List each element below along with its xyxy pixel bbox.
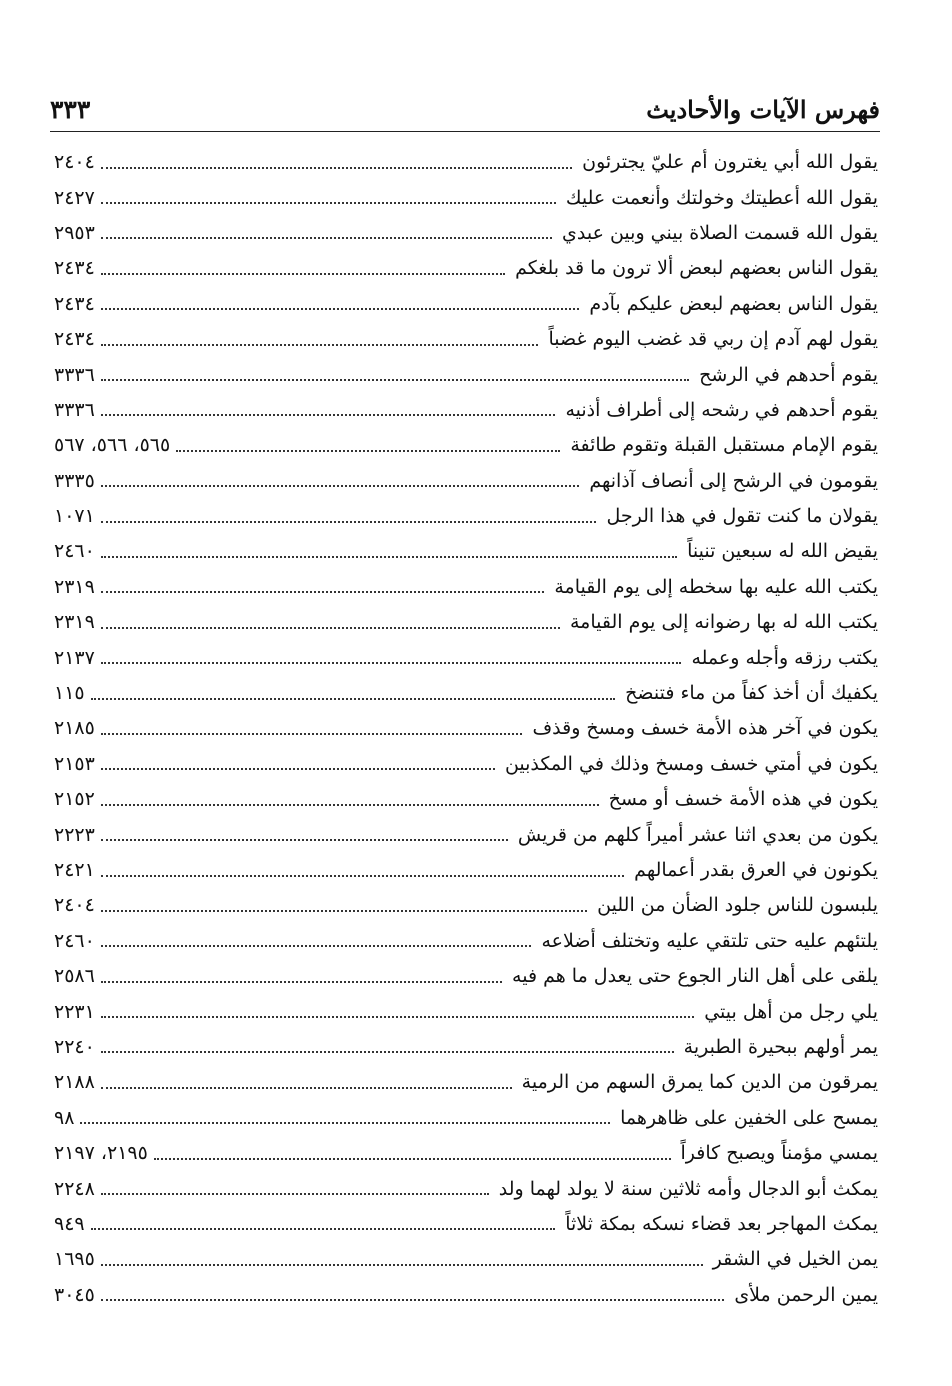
index-entry xyxy=(54,605,878,640)
entry-reference-number: ٢٢٢٣ xyxy=(54,823,95,846)
entry-reference-number: ٢٤٠٤ xyxy=(54,894,95,917)
entry-text: يقول الله قسمت الصلاة بيني وبين عبدي xyxy=(562,221,878,244)
entry-text: يكتب الله عليه بها سخطه إلى يوم القيامة xyxy=(554,575,878,598)
header-divider xyxy=(50,131,880,132)
entry-reference-number: ٥٦٥، ٥٦٦، ٥٦٧ xyxy=(54,434,171,457)
entry-reference-number: ٩٨ xyxy=(54,1106,75,1129)
entry-reference-number: ٢١٩٥، ٢١٩٧ xyxy=(54,1142,148,1165)
entry-text: يقوم الإمام مستقبل القبلة وتقوم طائفة xyxy=(570,434,878,457)
entry-text: يمسي مؤمناً ويصبح كافراً xyxy=(680,1142,878,1165)
index-entry xyxy=(54,782,878,817)
entry-text: يقولان ما كنت تقول في هذا الرجل xyxy=(606,505,878,528)
entry-reference-number: ٢١٥٢ xyxy=(54,788,95,811)
dot-leader xyxy=(176,450,560,452)
entry-text: يمكث المهاجر بعد قضاء نسكه بمكة ثلاثاً xyxy=(565,1212,878,1235)
entry-text: يكون من بعدي اثنا عشر أميراً كلهم من قريش xyxy=(517,823,878,846)
entry-text: يمين الرحمن ملأى xyxy=(734,1283,878,1306)
index-entry xyxy=(54,853,878,888)
entry-reference-number: ٢١٨٨ xyxy=(54,1071,95,1094)
entry-text: يقول الله أبي يغترون أم عليّ يجترئون xyxy=(582,151,878,174)
index-entry xyxy=(54,1171,878,1206)
index-entry xyxy=(54,145,878,180)
index-entry xyxy=(54,817,878,852)
dot-leader xyxy=(101,344,539,346)
entry-reference-number: ٢٢٣١ xyxy=(54,1000,95,1023)
dot-leader xyxy=(101,1264,703,1266)
entry-text: يمكث أبو الدجال وأمه ثلاثين سنة لا يولد لهما ولد xyxy=(498,1177,878,1200)
index-entry xyxy=(54,1278,878,1313)
index-entry xyxy=(54,888,878,923)
entry-reference-number: ٢٣١٩ xyxy=(54,575,95,598)
index-entry xyxy=(54,711,878,746)
dot-leader xyxy=(101,945,532,947)
index-entry xyxy=(54,1242,878,1277)
entry-reference-number: ١١٥ xyxy=(54,682,85,705)
index-entry xyxy=(54,464,878,499)
entry-reference-number: ٣٠٤٥ xyxy=(54,1283,95,1306)
entry-text: يقومون في الرشح إلى أنصاف آذانهم xyxy=(589,469,878,492)
index-entry xyxy=(54,1136,878,1171)
dot-leader xyxy=(101,981,502,983)
index-entries-list xyxy=(54,145,878,1313)
entry-reference-number: ٢١٥٣ xyxy=(54,752,95,775)
entry-text: يكون في هذه الأمة خسف أو مسخ xyxy=(608,788,878,811)
entry-reference-number: ٢٥٨٦ xyxy=(54,965,95,988)
dot-leader xyxy=(101,839,508,841)
dot-leader xyxy=(101,485,580,487)
entry-reference-number: ٩٤٩ xyxy=(54,1212,85,1235)
index-entry xyxy=(54,959,878,994)
dot-leader xyxy=(101,1299,724,1301)
index-entry xyxy=(54,393,878,428)
dot-leader xyxy=(101,1016,694,1018)
dot-leader xyxy=(101,1087,512,1089)
index-entry xyxy=(54,251,878,286)
entry-reference-number: ٢٤٢١ xyxy=(54,859,95,881)
index-entry xyxy=(54,428,878,463)
entry-reference-number: ٣٣٣٦ xyxy=(54,363,95,386)
index-entry xyxy=(54,1065,878,1100)
dot-leader xyxy=(91,698,615,700)
dot-leader xyxy=(101,662,682,664)
index-entry xyxy=(54,747,878,782)
entry-text: يقوم أحدهم في رشحه إلى أطراف أذنيه xyxy=(565,398,878,421)
dot-leader xyxy=(91,1228,556,1230)
entry-text: يكتب رزقه وأجله وعمله xyxy=(691,646,878,669)
index-entry xyxy=(54,534,878,569)
entry-reference-number: ٢١٣٧ xyxy=(54,646,95,669)
entry-text: يلي رجل من أهل بيتي xyxy=(704,1000,878,1023)
entry-reference-number: ٢٤٦٠ xyxy=(54,540,95,563)
page-header xyxy=(50,84,880,124)
index-entry xyxy=(54,322,878,357)
entry-text: يقول الناس بعضهم لبعض عليكم بآدم xyxy=(589,292,878,315)
page-title: فهرس الآيات والأحاديث xyxy=(646,95,880,124)
entry-reference-number: ١٠٧١ xyxy=(54,505,95,528)
entry-reference-number: ٢١٨٥ xyxy=(54,717,95,740)
dot-leader xyxy=(80,1122,610,1124)
dot-leader xyxy=(101,910,587,912)
dot-leader xyxy=(101,273,505,275)
entry-reference-number: ٢٢٤٨ xyxy=(54,1177,95,1200)
entry-reference-number: ٢٩٥٣ xyxy=(54,221,95,244)
entry-text: يكونون في العرق بقدر أعمالهم xyxy=(634,859,878,881)
index-entry xyxy=(54,499,878,534)
entry-text: يقيض الله له سبعين تنيناً xyxy=(687,540,878,563)
index-entry xyxy=(54,357,878,392)
entry-text: يكفيك أن أخذ كفاً من ماء فتنضخ xyxy=(625,682,878,705)
dot-leader xyxy=(101,167,572,169)
entry-text: يمسح على الخفين على ظاهرهما xyxy=(620,1106,878,1129)
entry-reference-number: ٣٣٣٥ xyxy=(54,469,95,492)
entry-text: يمر أولهم ببحيرة الطبرية xyxy=(683,1035,878,1058)
index-entry xyxy=(54,1207,878,1242)
dot-leader xyxy=(101,768,495,770)
entry-reference-number: ١٦٩٥ xyxy=(54,1248,95,1271)
entry-reference-number: ٢٤٠٤ xyxy=(54,151,95,174)
dot-leader xyxy=(154,1158,671,1160)
entry-reference-number: ٢٤٦٠ xyxy=(54,929,95,952)
entry-text: يلتئهم عليه حتى تلتقي عليه وتختلف أضلاعه xyxy=(541,929,878,952)
entry-text: يقول لهم آدم إن ربي قد غضب اليوم غضباً xyxy=(548,328,878,351)
entry-text: يقول الناس بعضهم لبعض ألا ترون ما قد بلغكم xyxy=(515,257,878,280)
page-number: ٣٣٣ xyxy=(50,95,91,124)
dot-leader xyxy=(101,237,552,239)
index-entry xyxy=(54,640,878,675)
dot-leader xyxy=(101,1193,489,1195)
entry-reference-number: ٣٣٣٦ xyxy=(54,398,95,421)
entry-reference-number: ٢٤٣٤ xyxy=(54,328,95,351)
entry-text: يقوم أحدهم في الرشح xyxy=(699,363,878,386)
dot-leader xyxy=(101,804,599,806)
entry-reference-number: ٢٤٢٧ xyxy=(54,186,95,209)
dot-leader xyxy=(101,202,556,204)
entry-text: يكتب الله له بها رضوانه إلى يوم القيامة xyxy=(569,611,878,634)
index-entry xyxy=(54,570,878,605)
entry-text: يمرقون من الدين كما يمرق السهم من الرمية xyxy=(521,1071,878,1094)
entry-text: يلبسون للناس جلود الضأن من اللين xyxy=(597,894,878,917)
entry-reference-number: ٢٤٣٤ xyxy=(54,257,95,280)
index-entry xyxy=(54,180,878,215)
dot-leader xyxy=(101,875,624,877)
index-entry xyxy=(54,1101,878,1136)
dot-leader xyxy=(101,627,560,629)
dot-leader xyxy=(101,1051,674,1053)
entry-text: يمن الخيل في الشقر xyxy=(712,1248,878,1271)
index-entry xyxy=(54,676,878,711)
entry-text: يقول الله أعطيتك وخولتك وأنعمت عليك xyxy=(565,186,878,209)
entry-text: يكون في أمتي خسف ومسخ وذلك في المكذبين xyxy=(504,752,878,775)
dot-leader xyxy=(101,308,580,310)
entry-reference-number: ٢٣١٩ xyxy=(54,611,95,634)
dot-leader xyxy=(101,414,556,416)
index-entry xyxy=(54,1030,878,1065)
dot-leader xyxy=(101,556,677,558)
index-entry xyxy=(54,216,878,251)
dot-leader xyxy=(101,591,545,593)
entry-text: يلقى على أهل النار الجوع حتى يعدل ما هم فيه xyxy=(512,965,878,988)
dot-leader xyxy=(101,379,689,381)
entry-text: يكون في آخر هذه الأمة خسف ومسخ وقذف xyxy=(532,717,878,740)
index-entry xyxy=(54,287,878,322)
index-entry xyxy=(54,994,878,1029)
entry-reference-number: ٢٤٣٤ xyxy=(54,292,95,315)
dot-leader xyxy=(101,733,523,735)
index-entry xyxy=(54,924,878,959)
entry-reference-number: ٢٢٤٠ xyxy=(54,1035,95,1058)
dot-leader xyxy=(101,521,597,523)
